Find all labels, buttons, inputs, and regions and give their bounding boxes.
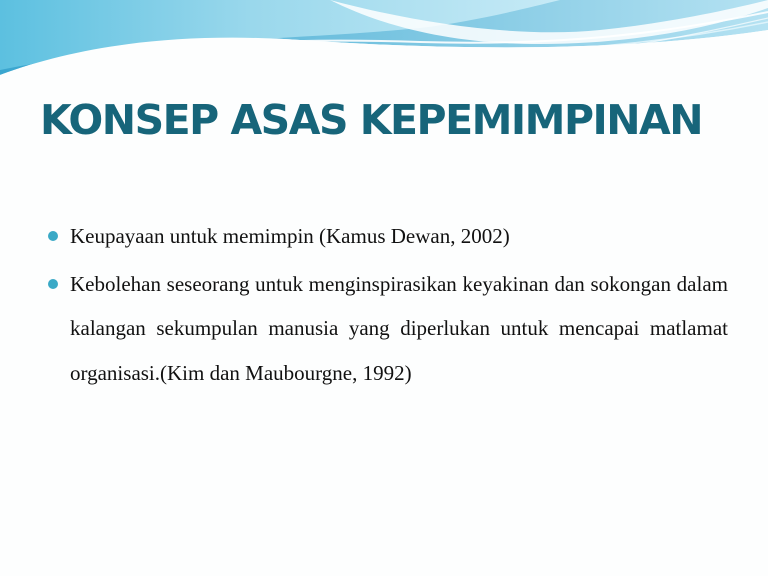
bullet-item	[46, 214, 728, 259]
slide-title: KONSEP ASAS KEPEMIMPINAN	[40, 96, 703, 144]
bullet-text: Kebolehan seseorang untuk menginspirasikan keyakinan dan sokongan dalam kalangan sekumpulan manusia yang diperlukan untuk mencapai matlamat organisasi.(Kim dan Maubourgne, 1992)	[70, 271, 728, 385]
bullet-dot-icon	[48, 231, 58, 241]
bullet-item	[46, 262, 728, 396]
bullet-list	[46, 214, 728, 398]
bullet-dot-icon	[48, 279, 58, 289]
bullet-text: Keupayaan untuk memimpin (Kamus Dewan, 2002)	[70, 224, 510, 248]
header-wave-decoration	[0, 0, 768, 90]
